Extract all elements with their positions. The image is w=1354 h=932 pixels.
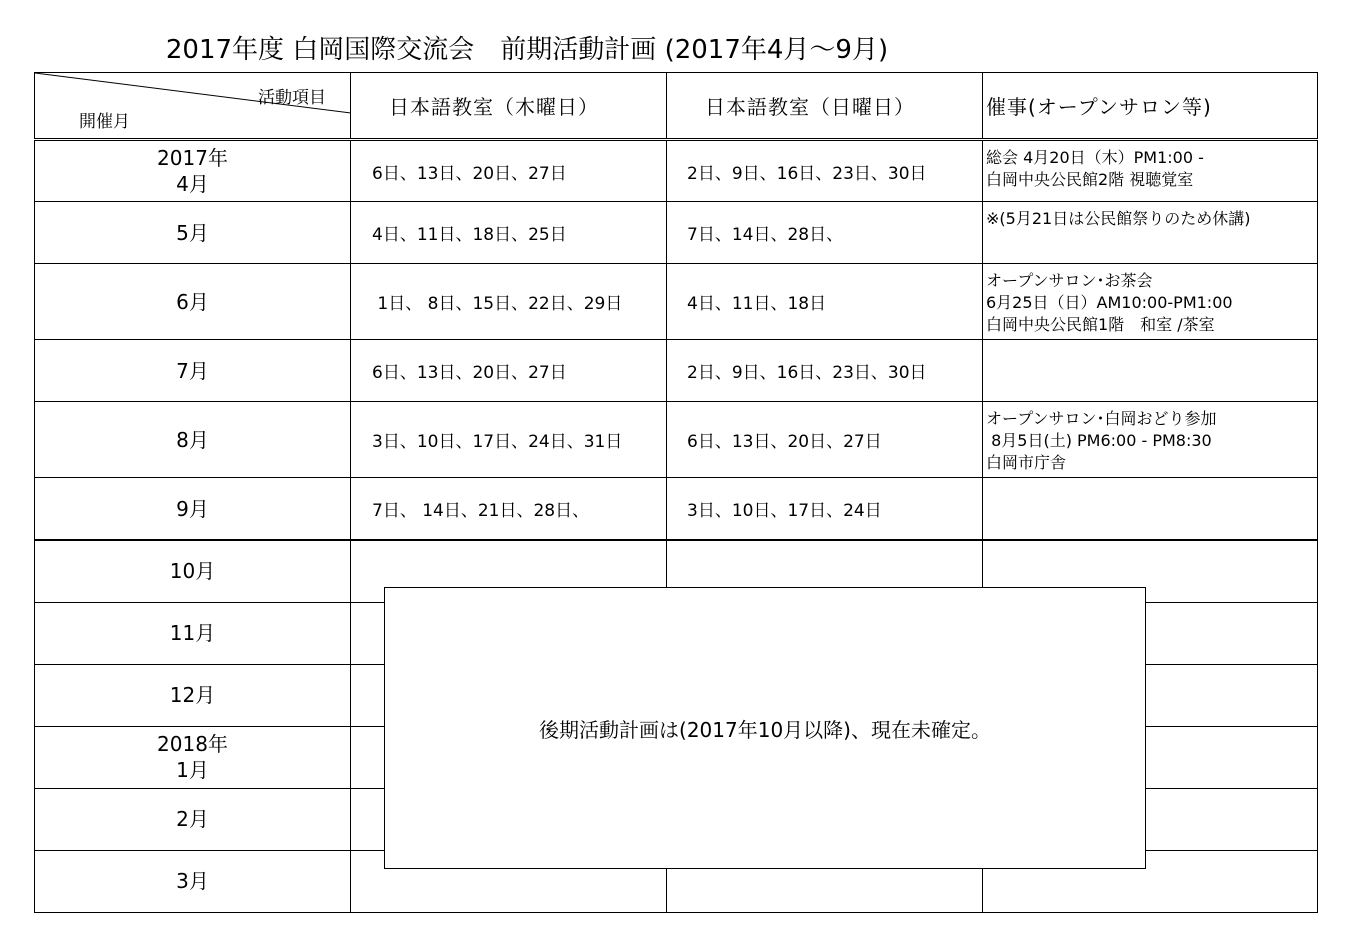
- header-events: 催事(オープンサロン等): [983, 73, 1318, 140]
- event-line: オープンサロン･白岡おどり参加: [986, 409, 1217, 429]
- thursday-dates-cell: 4日、11日、18日、25日: [351, 202, 667, 264]
- month-cell: [35, 850, 351, 912]
- thursday-dates-cell: 1日、 8日、15日、22日、29日: [351, 264, 667, 340]
- month-cell: [35, 264, 351, 340]
- month-cell: [35, 340, 351, 402]
- event-cell: [983, 202, 1318, 264]
- month-label: 5月: [176, 220, 209, 245]
- event-line: オープンサロン･お茶会: [986, 271, 1153, 291]
- month-label: 11月: [169, 621, 216, 646]
- event-line: 白岡市庁舎: [986, 453, 1067, 473]
- event-line: ※(5月21日は公民館祭りのため休講): [986, 209, 1251, 229]
- thursday-dates-cell: 3日、10日、17日、24日、31日: [351, 402, 667, 478]
- month-cell: [35, 540, 351, 602]
- event-line: 総会 4月20日（木）PM1:00 -: [986, 148, 1204, 168]
- table-row: [35, 478, 1318, 540]
- month-label: 4月: [176, 172, 209, 197]
- sunday-dates-cell: 2日、9日、16日、23日、30日: [667, 340, 983, 402]
- thursday-dates-cell: 6日、13日、20日、27日: [351, 140, 667, 202]
- header-row: [35, 73, 1318, 140]
- event-line: 白岡中央公民館1階 和室 /茶室: [986, 315, 1215, 335]
- event-line: 6月25日（日）AM10:00-PM1:00: [986, 293, 1233, 313]
- table-row: [35, 140, 1318, 202]
- month-label: 1月: [176, 758, 209, 783]
- month-label: 2月: [176, 807, 209, 832]
- event-cell: [983, 340, 1318, 402]
- month-label: 10月: [169, 559, 216, 584]
- event-line: 白岡中央公民館2階 視聴覚室: [986, 170, 1194, 190]
- sunday-dates-cell: 4日、11日、18日: [667, 264, 983, 340]
- header-sunday: 日本語教室（日曜日）: [667, 73, 983, 140]
- month-label: 3月: [176, 869, 209, 894]
- event-cell: [983, 478, 1318, 540]
- month-cell: [35, 788, 351, 850]
- month-label: 6月: [176, 289, 209, 314]
- table-row: [35, 202, 1318, 264]
- month-cell: [35, 602, 351, 664]
- sunday-dates-cell: 7日、14日、28日、: [667, 202, 983, 264]
- month-label: 2018年: [157, 732, 228, 757]
- month-cell: [35, 202, 351, 264]
- notice-text: 後期活動計画は(2017年10月以降)、現在未確定。: [539, 717, 991, 742]
- month-label: 9月: [176, 496, 209, 521]
- event-cell: [983, 264, 1318, 340]
- page-title: [0, 30, 1354, 70]
- thursday-dates-cell: 6日、13日、20日、27日: [351, 340, 667, 402]
- table-row: [35, 264, 1318, 340]
- month-cell: [35, 402, 351, 478]
- header-thursday: 日本語教室（木曜日）: [351, 73, 667, 140]
- month-cell: [35, 140, 351, 202]
- table-row: [35, 340, 1318, 402]
- sunday-dates-cell: 3日、10日、17日、24日: [667, 478, 983, 540]
- corner-month-label: 開催月: [79, 112, 130, 133]
- thursday-dates-cell: 7日、 14日、21日、28日、: [351, 478, 667, 540]
- event-cell: [983, 140, 1318, 202]
- corner-item-label: 活動項目: [258, 88, 326, 109]
- table-row: [35, 402, 1318, 478]
- month-label: 7月: [176, 358, 209, 383]
- sunday-dates-cell: 2日、9日、16日、23日、30日: [667, 140, 983, 202]
- sunday-dates-cell: 6日、13日、20日、27日: [667, 402, 983, 478]
- month-label: 8月: [176, 427, 209, 452]
- corner-cell: [35, 73, 351, 140]
- event-cell: [983, 402, 1318, 478]
- month-label: 2017年: [157, 146, 228, 171]
- month-cell: [35, 478, 351, 540]
- notice-box: [384, 587, 1146, 869]
- page-title-text: 2017年度 白岡国際交流会 前期活動計画 (2017年4月～9月): [165, 35, 889, 65]
- month-cell: [35, 726, 351, 788]
- month-cell: [35, 664, 351, 726]
- month-label: 12月: [169, 683, 216, 708]
- event-line: 8月5日(土) PM6:00 - PM8:30: [986, 431, 1212, 451]
